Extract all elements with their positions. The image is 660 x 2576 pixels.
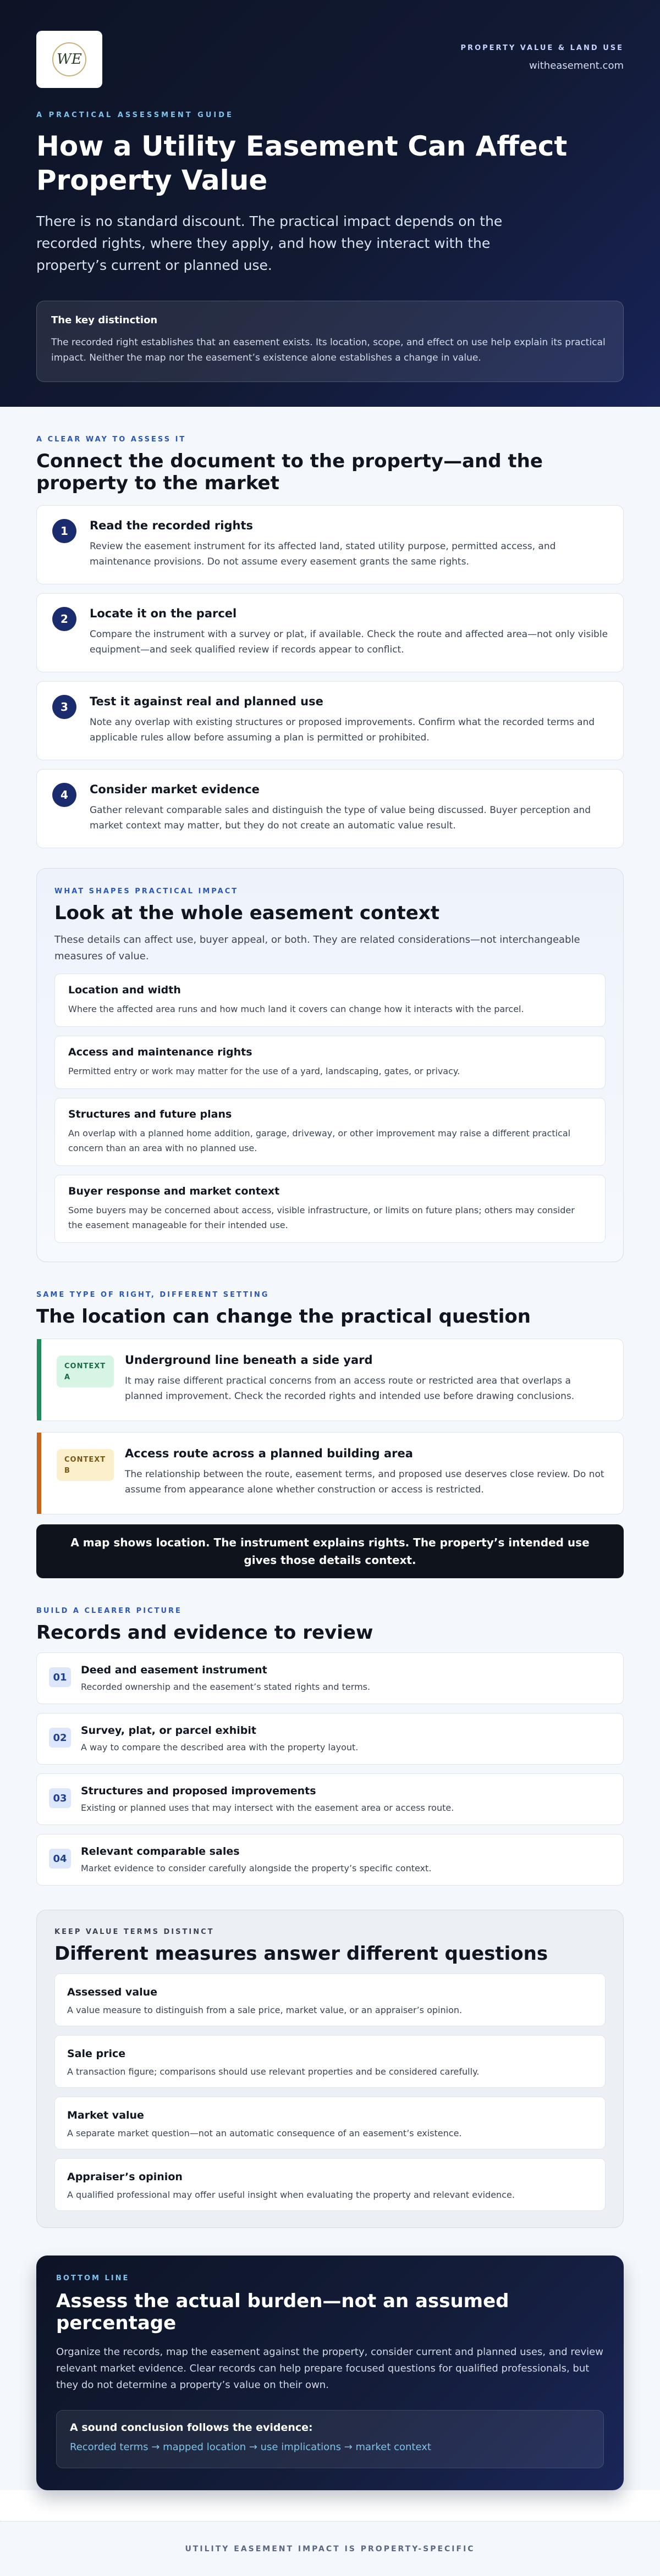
case-text: The relationship between the route, easement terms, and proposed use deserves close review. Do not assume from appearance alone whether construction or access is restricted. — [125, 1469, 604, 1495]
brand-block — [461, 31, 624, 71]
case-badge: CONTEXT A — [57, 1356, 114, 1387]
measure-title: Assessed value — [67, 1986, 158, 1998]
step-card — [36, 593, 624, 672]
logo — [36, 31, 102, 88]
measures-eyebrow: KEEP VALUE TERMS DISTINCT — [54, 1928, 215, 1936]
context-title: Look at the whole easement context — [54, 902, 440, 924]
case-title: Access route across a planned building area — [125, 1447, 413, 1460]
step-title: Locate it on the parcel — [90, 607, 237, 620]
record-title: Deed and easement instrument — [81, 1664, 267, 1676]
record-number: 03 — [49, 1788, 71, 1808]
bottom-line-panel — [36, 2256, 624, 2490]
assess-title: Connect the document to the property—and the property to the market — [36, 450, 543, 494]
location-title: The location can change the practical question — [36, 1306, 531, 1328]
context-item-text: An overlap with a planned home addition, garage, driveway, or other improvement may raise a different practical concern than an area with no planned use. — [68, 1128, 571, 1153]
measure-item — [54, 2158, 606, 2211]
record-item — [36, 1713, 624, 1765]
context-panel — [36, 868, 624, 1262]
conclusion-title: A sound conclusion follows the evidence: — [70, 2422, 313, 2434]
measure-item — [54, 1974, 606, 2026]
step-card — [36, 769, 624, 848]
hero-subtitle: There is no standard discount. The practical impact depends on the recorded rights, where they apply, and how they interact with the property’s current or planned use. — [36, 213, 503, 273]
measure-item — [54, 2097, 606, 2149]
key-distinction-box — [36, 301, 624, 382]
step-text: Gather relevant comparable sales and distinguish the type of value being discussed. Buyer perception and market context may matter, but they do not create an automatic value result. — [90, 805, 591, 831]
record-title: Survey, plat, or parcel exhibit — [81, 1724, 256, 1737]
record-title: Structures and proposed improvements — [81, 1785, 316, 1797]
measures-title: Different measures answer different questions — [54, 1943, 548, 1965]
context-item — [54, 1098, 606, 1166]
records-eyebrow: BUILD A CLEARER PICTURE — [36, 1607, 182, 1615]
context-item — [54, 974, 606, 1027]
step-title: Test it against real and planned use — [90, 695, 323, 708]
measure-text: A transaction figure; comparisons should use relevant properties and be considered carefully. — [67, 2066, 480, 2077]
logo-emblem-icon: WE — [52, 42, 86, 76]
measure-text: A separate market question—not an automatic consequence of an easement’s existence. — [67, 2128, 462, 2138]
step-title: Consider market evidence — [90, 783, 260, 796]
record-text: Market evidence to consider carefully alongside the property’s specific context. — [81, 1863, 432, 1873]
assess-section — [36, 407, 624, 848]
record-item — [36, 1834, 624, 1886]
context-item — [54, 1036, 606, 1089]
context-subtitle: These details can affect use, buyer appeal, or both. They are related considerations—not interchangeable measures of value. — [54, 934, 580, 962]
measure-title: Appraiser’s opinion — [67, 2171, 183, 2183]
step-text: Note any overlap with existing structures or proposed improvements. Confirm what the recorded terms and applicable rules allow before assuming a plan is permitted or prohibited. — [90, 717, 595, 743]
page-title: How a Utility Easement Can Affect Property Value — [36, 130, 568, 196]
location-section — [36, 1262, 624, 1578]
step-number: 3 — [52, 695, 76, 719]
assess-eyebrow: A CLEAR WAY TO ASSESS IT — [36, 435, 186, 444]
context-item-text: Where the affected area runs and how much land it covers can change how it interacts with the parcel. — [68, 1004, 524, 1014]
step-number: 1 — [52, 519, 76, 543]
record-text: Existing or planned uses that may intersect with the easement area or access route. — [81, 1803, 454, 1813]
case-card-a — [36, 1339, 624, 1421]
measure-text: A value measure to distinguish from a sale price, market value, or an appraiser’s opinion. — [67, 2005, 463, 2015]
location-callout: A map shows location. The instrument explains rights. The property’s intended use gives those details context. — [36, 1524, 624, 1578]
record-item — [36, 1773, 624, 1825]
case-card-b — [36, 1432, 624, 1514]
context-item-title: Buyer response and market context — [68, 1185, 280, 1197]
record-number: 04 — [49, 1849, 71, 1869]
step-text: Compare the instrument with a survey or plat, if available. Check the route and affected area—not only visible equipment—and seek qualified review if records appear to conflict. — [90, 629, 608, 655]
measure-text: A qualified professional may offer useful insight when evaluating the property and relevant evidence. — [67, 2190, 515, 2200]
case-accent-bar — [37, 1339, 41, 1420]
records-section — [36, 1578, 624, 1886]
page-footer: UTILITY EASEMENT IMPACT IS PROPERTY-SPECIFIC — [0, 2521, 660, 2576]
step-title: Read the recorded rights — [90, 519, 253, 532]
context-item-title: Location and width — [68, 984, 181, 996]
step-card — [36, 681, 624, 760]
brand-site: witheasement.com — [529, 60, 624, 71]
measure-title: Sale price — [67, 2048, 126, 2060]
conclusion-box — [56, 2410, 604, 2468]
step-number: 4 — [52, 783, 76, 807]
context-item — [54, 1175, 606, 1243]
context-item-text: Permitted entry or work may matter for the use of a yard, landscaping, gates, or privacy. — [68, 1066, 460, 1076]
step-number: 2 — [52, 607, 76, 631]
measures-panel — [36, 1910, 624, 2228]
key-distinction-title: The key distinction — [51, 314, 158, 326]
context-eyebrow: WHAT SHAPES PRACTICAL IMPACT — [54, 887, 239, 895]
steps-list — [36, 505, 624, 848]
main-content — [0, 407, 660, 2490]
context-item-title: Access and maintenance rights — [68, 1046, 252, 1058]
record-title: Relevant comparable sales — [81, 1845, 240, 1858]
location-eyebrow: SAME TYPE OF RIGHT, DIFFERENT SETTING — [36, 1291, 270, 1299]
bottom-eyebrow: BOTTOM LINE — [56, 2274, 130, 2282]
case-badge: CONTEXT B — [57, 1449, 114, 1481]
case-text: It may raise different practical concerns from an access route or restricted area that overlaps a planned improvement. Check the recorded rights and intended use before drawing conclusions. — [125, 1375, 575, 1402]
case-accent-bar — [37, 1433, 41, 1514]
key-distinction-text: The recorded right establishes that an easement exists. Its location, scope, and effect on use help explain its practical impact. Neither the map nor the easement’s existence alone establishes a change in value. — [51, 337, 606, 363]
record-item — [36, 1652, 624, 1704]
measure-item — [54, 2035, 606, 2088]
step-card — [36, 505, 624, 584]
case-title: Underground line beneath a side yard — [125, 1353, 373, 1367]
context-item-title: Structures and future plans — [68, 1108, 232, 1120]
hero-section — [0, 0, 660, 407]
bottom-text: Organize the records, map the easement against the property, consider current and planned uses, and review relevant market evidence. Clear records can help prepare focused questions for qualified professionals, but they do not determine a property’s value on their own. — [56, 2346, 603, 2391]
records-title: Records and evidence to review — [36, 1622, 373, 1644]
bottom-title: Assess the actual burden—not an assumed percentage — [56, 2290, 509, 2334]
record-text: A way to compare the described area with the property layout. — [81, 1742, 359, 1753]
hero-eyebrow: A PRACTICAL ASSESSMENT GUIDE — [36, 111, 234, 119]
brand-kicker: PROPERTY VALUE & LAND USE — [460, 44, 624, 52]
record-text: Recorded ownership and the easement’s stated rights and terms. — [81, 1682, 371, 1692]
record-number: 01 — [49, 1667, 71, 1687]
conclusion-text: Recorded terms → mapped location → use implications → market context — [70, 2441, 431, 2453]
context-item-text: Some buyers may be concerned about access, visible infrastructure, or limits on future plans; others may consider the easement manageable for their intended use. — [68, 1205, 575, 1230]
hero-top-bar — [36, 31, 624, 88]
record-number: 02 — [49, 1728, 71, 1748]
step-text: Review the easement instrument for its affected land, stated utility purpose, permitted access, and maintenance provisions. Do not assume every easement grants the same rights. — [90, 541, 556, 567]
measure-title: Market value — [67, 2109, 144, 2121]
